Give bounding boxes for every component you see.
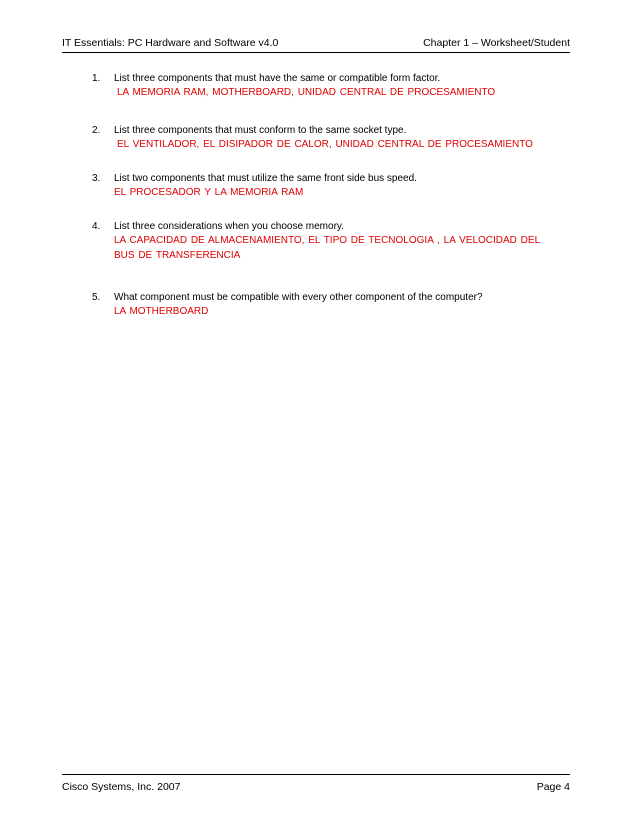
page-footer bbox=[62, 774, 570, 795]
answer-text: EL VENTILADOR, EL DISIPADOR DE CALOR, UNIDAD CENTRAL DE PROCESAMIENTO bbox=[117, 139, 533, 150]
answer-text: EL PROCESADOR Y LA MEMORIA RAM bbox=[114, 187, 304, 198]
answer-text: LA MOTHERBOARD bbox=[114, 306, 209, 317]
question-number: 5. bbox=[92, 292, 101, 303]
footer-company: Cisco Systems, Inc. 2007 bbox=[62, 781, 181, 793]
question-number: 2. bbox=[92, 125, 101, 136]
question-text: What component must be compatible with every other component of the computer? bbox=[114, 292, 483, 303]
question-number: 1. bbox=[92, 73, 101, 84]
question-text: List three components that must have the same or compatible form factor. bbox=[114, 73, 441, 84]
header-course-title: IT Essentials: PC Hardware and Software v4.0 bbox=[62, 37, 279, 49]
answer-text: LA CAPACIDAD DE ALMACENAMIENTO, EL TIPO DE TECNOLOGIA , LA VELOCIDAD DEL BUS DE TRANSFERENCIA bbox=[114, 235, 540, 261]
question-text: List two components that must utilize the same front side bus speed. bbox=[114, 173, 417, 184]
question-number: 4. bbox=[92, 221, 101, 232]
question-number: 3. bbox=[92, 173, 101, 184]
answer-text: LA MEMORIA RAM, MOTHERBOARD, UNIDAD CENTRAL DE PROCESAMIENTO bbox=[117, 87, 496, 98]
footer-page-number: Page 4 bbox=[536, 781, 570, 793]
question-text: List three considerations when you choose memory. bbox=[114, 221, 344, 232]
header-chapter-title: Chapter 1 – Worksheet/Student bbox=[423, 37, 570, 49]
question-text: List three components that must conform to the same socket type. bbox=[114, 125, 407, 136]
page-header bbox=[62, 34, 570, 53]
